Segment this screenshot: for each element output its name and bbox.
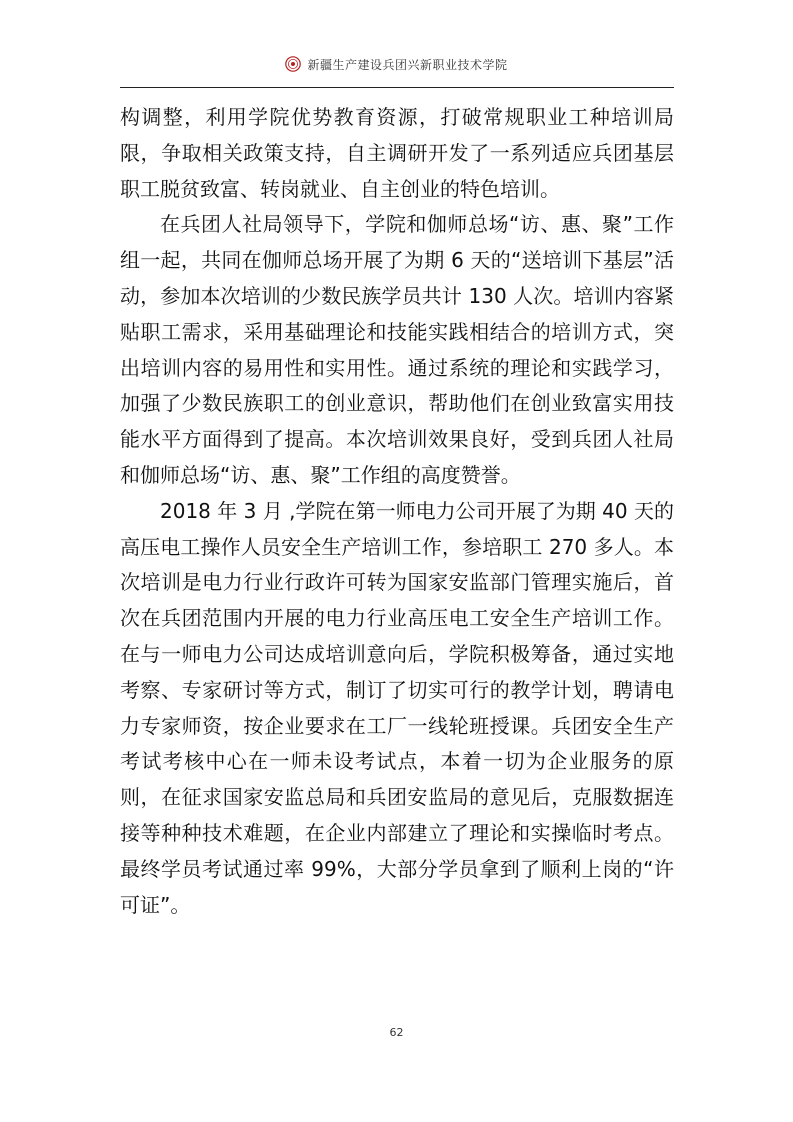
- college-seal-icon: [285, 56, 301, 72]
- header-title: 新疆生产建设兵团兴新职业技术学院: [307, 57, 508, 72]
- header-divider: [120, 87, 674, 88]
- document-body: [120, 100, 674, 923]
- paragraph-outreach-training: 在兵团人社局领导下，学院和伽师总场“访、惠、聚”工作组一起，共同在伽师总场开展了为期 6 天的“送培训下基层”活动，参加本次培训的少数民族学员共计 130 人次。培训内容紧贴职工需求，采用基础理论和技能实践相结合的培训方式，突出培训内容的易用性和实用性。通过系统的理论和实践学习，加强了少数民族职工的创业意识，帮助他们在创业致富实用技能水平方面得到了提高。本次培训效果良好，受到兵团人社局和伽师总场“访、惠、聚”工作组的高度赞誉。: [120, 212, 674, 487]
- page-header: [120, 50, 673, 78]
- page-number: 62: [389, 1026, 404, 1039]
- paragraph-continuation: 构调整，利用学院优势教育资源，打破常规职业工种培训局限，争取相关政策支持，自主调研开发了一系列适应兵团基层职工脱贫致富、转岗就业、自主创业的特色培训。: [120, 105, 674, 201]
- paragraph-electrician-training: 2018 年 3 月 ,学院在第一师电力公司开展了为期 40 天的高压电工操作人员安全生产培训工作，参培职工 270 多人。本次培训是电力行业行政许可转为国家安监部门管理实施后，首次在兵团范围内开展的电力行业高压电工安全生产培训工作。在与一师电力公司达成培训意向后，学院积极筹备，通过实地考察、专家研讨等方式，制订了切实可行的教学计划，聘请电力专家师资，按企业要求在工厂一线轮班授课。兵团安全生产考试考核中心在一师未设考试点，本着一切为企业服务的原则，在征求国家安监总局和兵团安监局的意见后，克服数据连接等种种技术难题，在企业内部建立了理论和实操临时考点。最终学员考试通过率 99%，大部分学员拿到了顺利上岗的“许可证”。: [120, 498, 674, 917]
